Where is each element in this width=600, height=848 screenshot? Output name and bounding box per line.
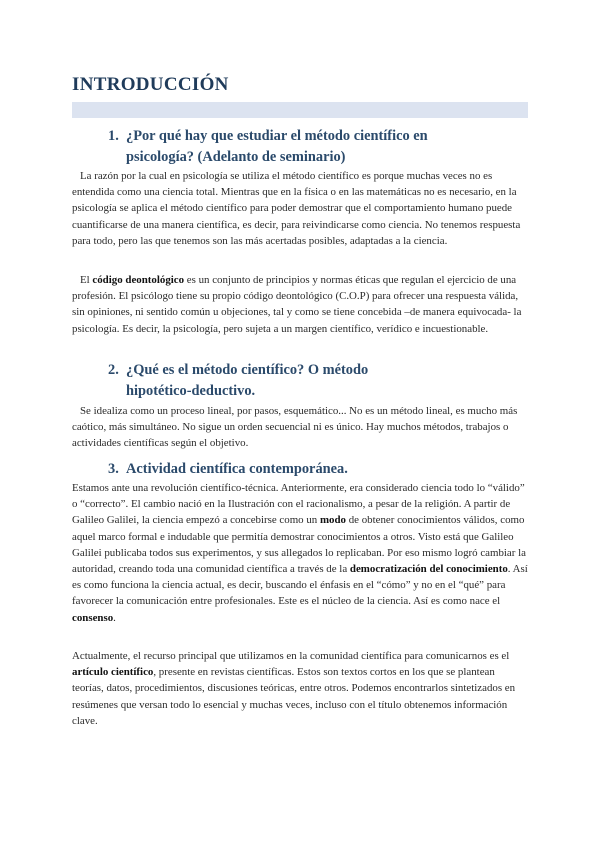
paragraph-text: , presente en revistas científicas. Estos son textos cortos en los que se plantean teorías, datos, procedimientos, discusiones teóricas, entre otros. Podemos encontrarlos sintetizados en resúmenes que versan todo lo esencial y muchas veces, incluso con el título obtenemos información clave. [72,666,516,727]
section-3-paragraph-1 [72,480,528,626]
bold-term-democratizacion: democratización del conocimiento [349,563,508,576]
title-underline-band [72,102,528,118]
section-2-heading-line1: ¿Qué es el método científico? O método [126,362,369,378]
section-2-paragraph-1: Se idealiza como un proceso lineal, por pasos, esquemático... No es un método lineal, es mucho más caótico, más simultáneo. No sigue un orden secuencial ni es único. Hay muchos métodos, trabajos o actividades científicas según el objetivo. [72,405,518,450]
paragraph-text: Actualmente, el recurso principal que utilizamos en la comunidad científica para comunicarnos es el [72,650,510,662]
paragraph-text: Estamos ante una revolución científico-técnica. Anteriormente, era considerado ciencia todo lo “válido” o “correcto”. El cambio nació en la Ilustración con el racionalismo, a pesar de la religión. A partir de Galileo Galilei, la ciencia empezó a concebirse como un [72,482,525,527]
section-1-heading [108,126,508,168]
section-2-number: 2. [108,362,119,378]
bold-term-codigo-deontologico: código deontológico [92,274,185,286]
section-3-heading [108,459,508,480]
bold-term-articulo-cientifico: artículo científico [72,666,154,679]
section-3-heading-line1: Actividad científica contemporánea. [126,461,348,477]
section-1-paragraph-1: La razón por la cual en psicología se utiliza el método científico es porque muchas veces no es entendida como una ciencia total. Mientras que en la física o en las matemáticas no es necesario, en la psicología se aplica el método científico para poder demostrar que el comportamiento humano puede cuantificarse de una manera científica, es decir, para reivindicarse como ciencia. No tenemos respuesta para todo, pero las que tenemos son las más acertadas posibles, adaptadas a la ciencia. [72,170,521,247]
section-1-heading-line2: psicología? (Adelanto de seminario) [126,149,346,165]
section-2-heading-line2: hipotético-deductivo. [126,383,256,399]
section-1-paragraph-2 [72,272,528,337]
paragraph-text: . [113,611,116,624]
paragraph-text: es un conjunto de principios y normas éticas que regulan el ejercicio de una profesión. El psicólogo tiene su propio código deontológico (C.O.P) para ofrecer una respuesta válida, sin opiniones, ni sentido común u objeciones, tal y como se tiene concebida –de manera equivocada- la psicología. Es decir, la psicología, pero sujeta a un margen científico, verídico e incuestionable. [72,274,522,335]
section-1-heading-line1: ¿Por qué hay que estudiar el método científico en [126,128,428,144]
paragraph-text: de obtener conocimientos válidos, como aquel marco formal e indudable que permitía demostrar conocimientos a otros. Visto está que Galileo Galilei publicaba todos sus experimentos, y sus allegados lo replicaban. Por eso mismo logró cambiar la autoridad, creando toda una comunidad científica a través de la [72,514,526,576]
paragraph-text: . Así es como funciona la ciencia actual, es decir, buscando el énfasis en el “cómo” y no en el “qué” para favorecer la comunicación entre profesionales. Este es el núcleo de la ciencia. Así es como nace el [72,563,528,608]
page-title: INTRODUCCIÓN [72,74,229,95]
section-3-number: 3. [108,461,119,477]
bold-term-consenso: consenso [72,611,114,624]
section-2-heading [108,360,508,402]
bold-term-modo: modo [319,514,346,527]
paragraph-text: El [80,274,93,286]
section-3-paragraph-2 [72,648,528,729]
section-1-number: 1. [108,128,119,144]
